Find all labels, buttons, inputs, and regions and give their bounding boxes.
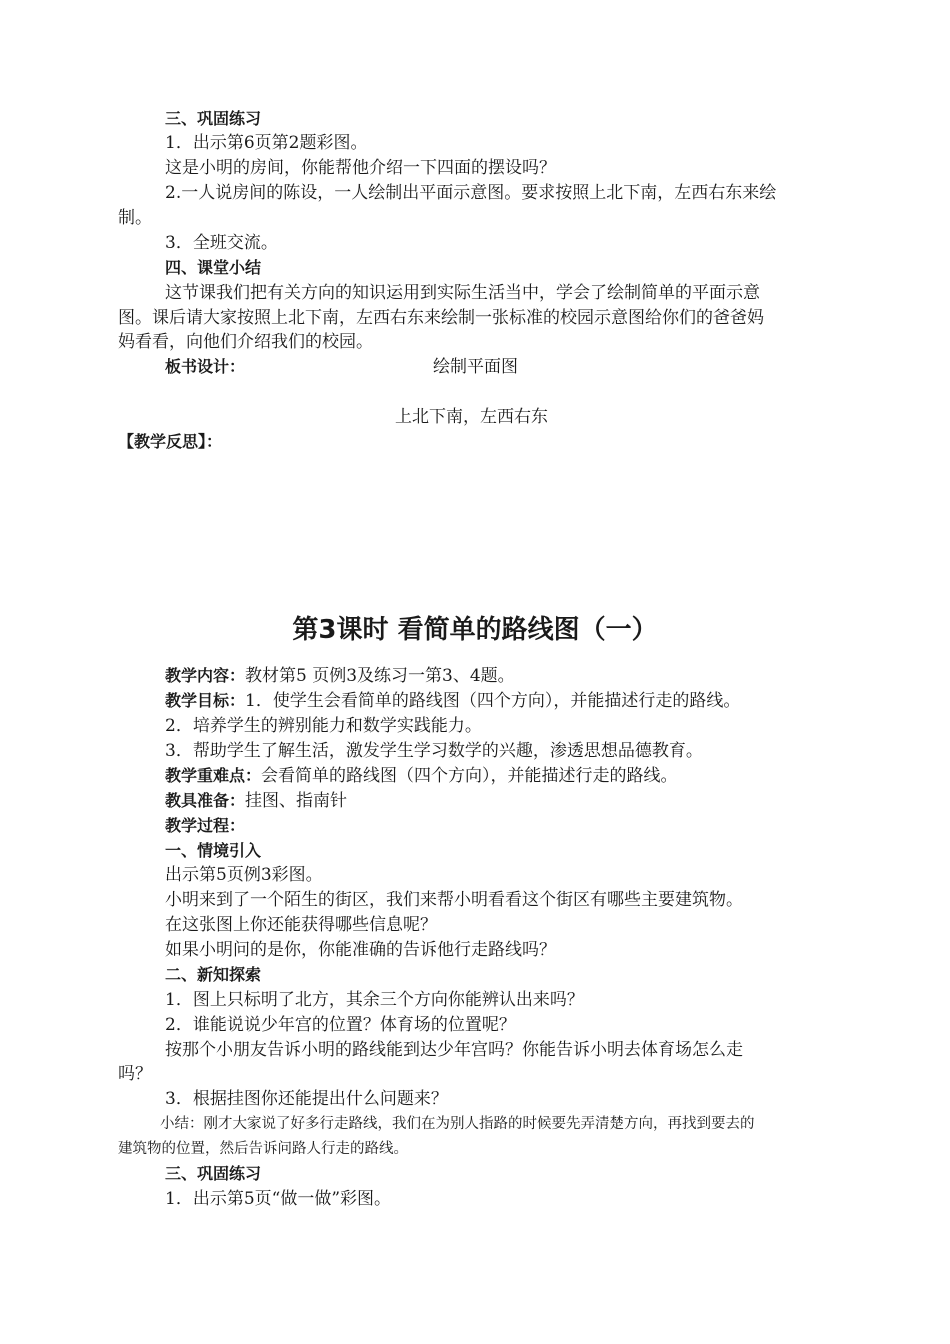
teaching-content-label: 教学内容： [165,666,246,685]
paragraph: 1．出示第6页第2题彩图。 [165,133,368,153]
paragraph: 1．出示第5页“做一做”彩图。 [165,1189,392,1209]
paragraph: 2.一人说房间的陈设，一人绘制出平面示意图。要求按照上北下南，左西右东来绘 [165,183,777,203]
paragraph: 这是小明的房间，你能帮他介绍一下四面的摆设吗？ [165,158,556,178]
paragraph: 3．根据挂图你还能提出什么问题来？ [165,1089,448,1109]
teaching-goal [165,689,740,713]
teaching-tools-label: 教具准备： [165,791,246,810]
paragraph: 出示第5页例3彩图。 [165,865,323,885]
section-heading-intro: 一、情境引入 [165,841,262,860]
teaching-reflection-label: 【教学反思】： [118,432,223,451]
teaching-goal-text: 1．使学生会看简单的路线图（四个方向），并能描述行走的路线。 [245,691,741,711]
lesson-title: 第3课时 看简单的路线图（一） [292,615,658,645]
paragraph: 按那个小朋友告诉小明的路线能到达少年宫吗？你能告诉小明去体育场怎么走 [165,1040,743,1060]
paragraph: 妈看看，向他们介绍我们的校园。 [118,332,373,352]
paragraph: 如果小明问的是你，你能准确的告诉他行走路线吗？ [165,940,556,960]
board-design-label: 板书设计： [165,357,246,376]
section-heading-practice: 三、巩固练习 [165,1164,262,1183]
section-heading-practice: 三、巩固练习 [165,109,262,128]
paragraph: 2．培养学生的辨别能力和数学实践能力。 [165,716,482,736]
teaching-content-text: 教材第5 页例3及练习一第3、4题。 [245,666,515,686]
paragraph: 图。课后请大家按照上北下南，左西右东来绘制一张标准的校园示意图给你们的爸爸妈 [118,308,764,328]
paragraph: 制。 [118,208,152,228]
section-heading-summary: 四、课堂小结 [165,258,262,277]
paragraph: 这节课我们把有关方向的知识运用到实际生活当中，学会了绘制简单的平面示意 [165,283,760,303]
teaching-content [165,664,515,688]
teaching-tools-text: 挂图、指南针 [245,791,348,811]
summary-paragraph: 小结：刚才大家说了好多行走路线，我们在为别人指路的时候要先弄清楚方向，再找到要去的 [160,1116,755,1132]
teaching-key-points [165,764,678,788]
paragraph: 小明来到了一个陌生的街区，我们来帮小明看看这个街区有哪些主要建筑物。 [165,890,743,910]
board-design-subtitle: 上北下南，左西右东 [395,407,548,427]
paragraph: 2．谁能说说少年宫的位置？体育场的位置呢？ [165,1015,516,1035]
paragraph: 吗？ [118,1064,152,1084]
paragraph: 3．全班交流。 [165,233,278,253]
teaching-key-text: 会看简单的路线图（四个方向），并能描述行走的路线。 [261,766,678,786]
section-heading-explore: 二、新知探索 [165,965,262,984]
teaching-process-label: 教学过程： [165,816,246,835]
teaching-goal-label: 教学目标： [165,691,246,710]
summary-paragraph: 建筑物的位置，然后告诉问路人行走的路线。 [118,1141,408,1157]
teaching-tools [165,789,347,813]
paragraph: 3．帮助学生了解生活，激发学生学习数学的兴趣，渗透思想品德教育。 [165,741,703,761]
paragraph: 在这张图上你还能获得哪些信息呢？ [165,915,437,935]
paragraph: 1．图上只标明了北方，其余三个方向你能辨认出来吗？ [165,990,584,1010]
teaching-key-label: 教学重难点： [165,766,262,785]
board-design-title: 绘制平面图 [433,357,518,377]
